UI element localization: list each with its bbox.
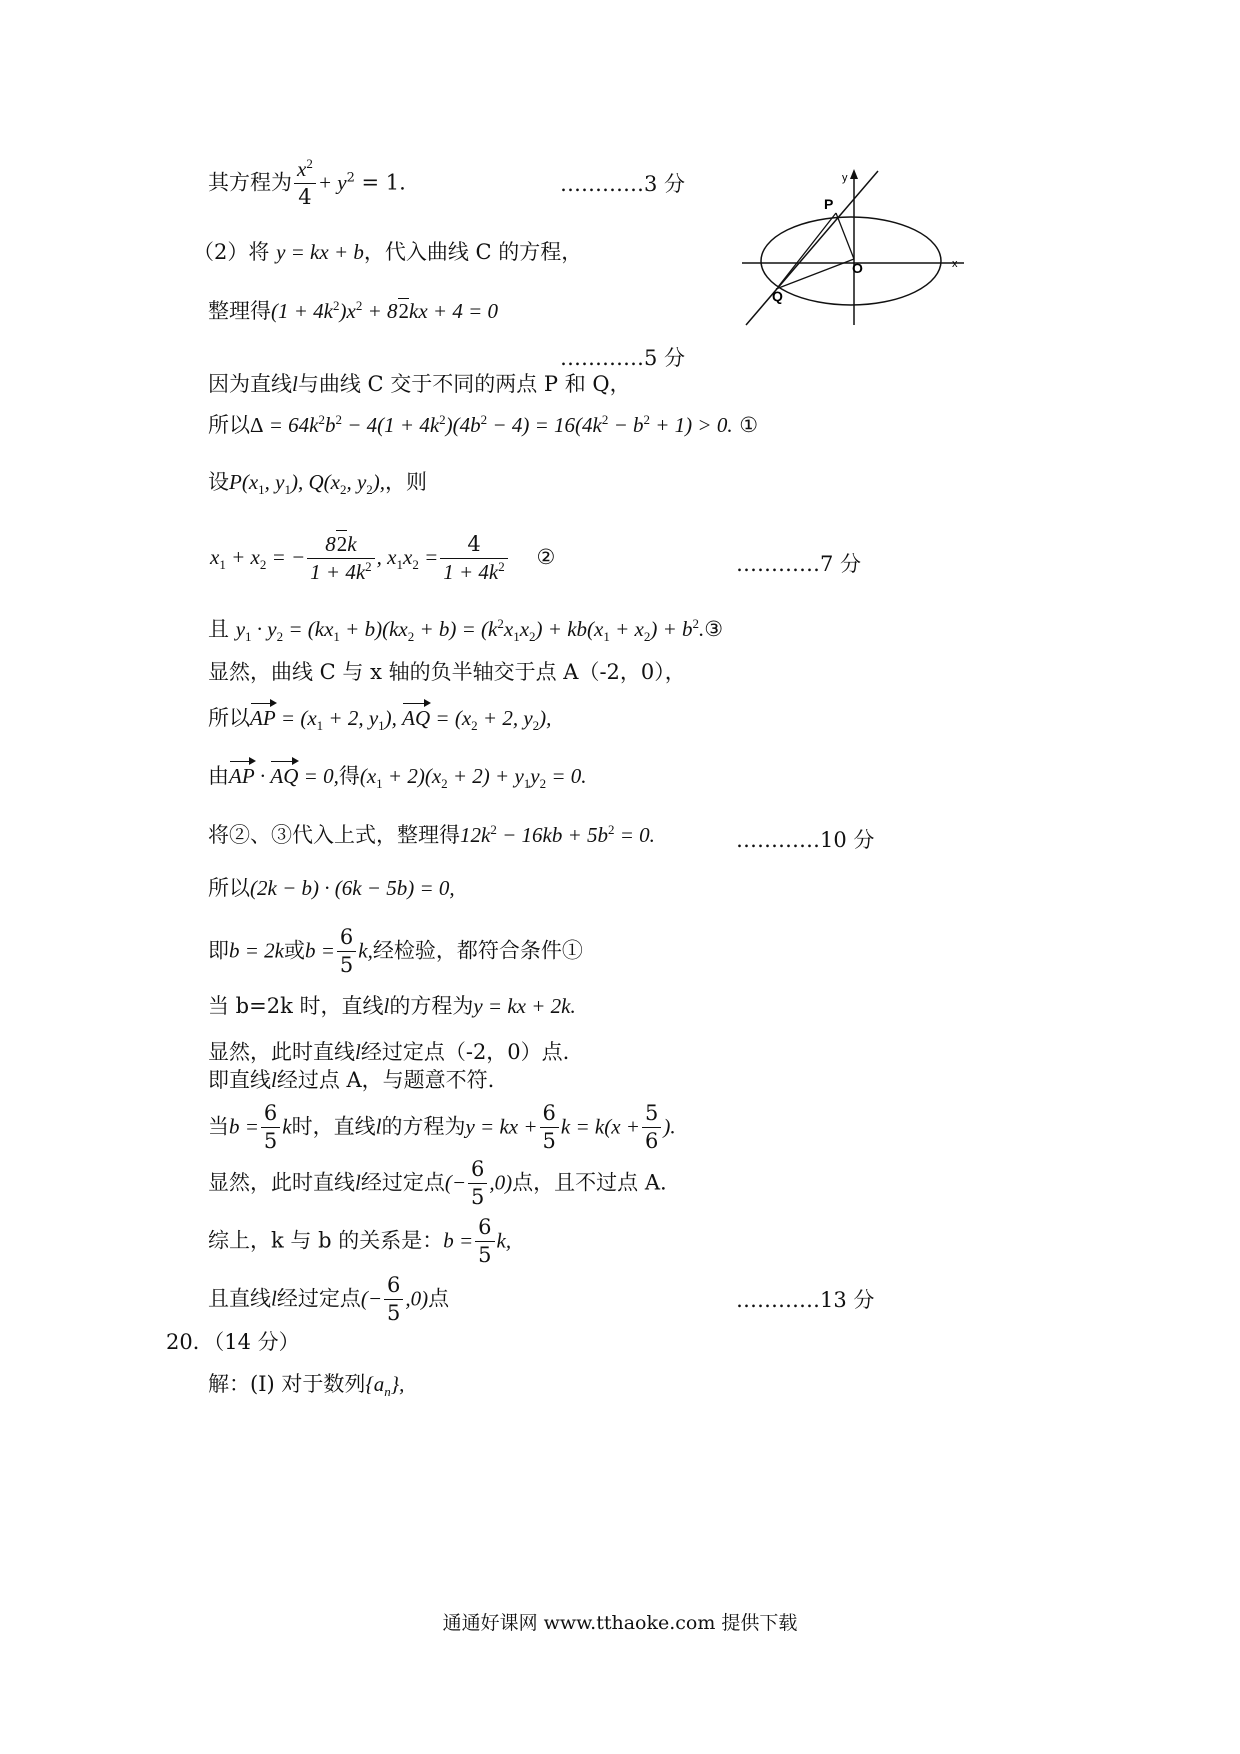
fig-x-label: x	[952, 258, 958, 270]
fig-y-label: y	[842, 172, 848, 184]
text-2b: ，代入曲线 C 的方程，	[363, 240, 583, 264]
question-20-solution: 解：(I) 对于数列$\{a_n\}$,	[208, 1372, 405, 1400]
page-footer: 通通好课网 www.tthaoke.com 提供下载	[442, 1612, 798, 1634]
text-6: 设	[208, 470, 229, 494]
fraction: $\frac{4}{1 + 4k^2}$	[440, 531, 508, 587]
text-20a: 且直线	[208, 1286, 271, 1311]
text-13a: 即	[208, 938, 229, 963]
equation-line-13: 所以(2k − b) · (6k − 5b) = 0,	[208, 876, 455, 900]
text-14a: 当 b=2k 时，直线	[208, 994, 384, 1018]
equation-line-5: 所以$\Delta = 64k^2b^2 - 4(1 + 4k^2)(4b^2 - 4) = 16(4k^2 - b^2 + 1) > 0$. ①	[208, 412, 759, 437]
text-16a: 即直线	[208, 1068, 271, 1092]
equation-line-3: 整理得$(1 + 4k^2)x^2 + 82kx + 4 = 0$	[208, 298, 498, 323]
text-12: 所以	[208, 876, 250, 900]
text-18c: 点，且不过点 A.	[512, 1170, 667, 1195]
equation-line-2: （2）将 y = kx + b，代入曲线 C 的方程，	[193, 240, 583, 264]
text-10b: 得	[338, 764, 360, 788]
question-20-heading: 20．（14 分）	[166, 1330, 300, 1354]
fraction: $\frac{6}{5}$	[468, 1156, 487, 1212]
fig-p-label: P	[824, 196, 834, 212]
text-20c: 点	[428, 1286, 450, 1311]
text-13b: 或	[284, 938, 305, 963]
text-13c: 经检验，都符合条件①	[372, 938, 583, 963]
text-4b: 与曲线 C 交于不同的两点 P 和 Q，	[297, 372, 631, 396]
score-7: …………7 分	[736, 552, 862, 576]
equation-line-21: 且直线l经过定点(− $\frac{6}{5}$ ,0)点	[208, 1272, 449, 1328]
text-3: 整理得	[208, 299, 271, 323]
equation-line-16: 显然，此时直线l经过定点（-2，0）点.	[208, 1040, 570, 1064]
equation-line-12: 将②、③代入上式，整理得$12k^2 - 16kb + 5b^2 = 0$.	[208, 822, 655, 847]
equation-line-18: 当b = $\frac{6}{5}$ k时，直线l的方程为y = kx + $\frac{6}{5}$ k = k(x + $\frac{5}{6}$ ).	[208, 1100, 676, 1156]
equation-line-19: 显然，此时直线l经过定点(− $\frac{6}{5}$ ,0)点，且不过点 A.	[208, 1156, 667, 1212]
text-15b: 经过定点（-2，0）点.	[360, 1040, 570, 1064]
text-16b: 经过点 A，与题意不符.	[276, 1068, 495, 1092]
score-13: …………13 分	[736, 1288, 875, 1312]
text-4: 因为直线	[208, 372, 292, 396]
text-17c: 的方程为	[381, 1114, 466, 1139]
fig-o-label: O	[852, 260, 863, 276]
text-17b: 时，直线	[291, 1114, 376, 1139]
text-6b: ，则	[385, 470, 428, 494]
text-7a: 且	[208, 617, 229, 641]
equation-line-15: 当 b=2k 时，直线l的方程为y = kx + 2k.	[208, 994, 576, 1018]
fraction: $\frac{6}{5}$	[540, 1100, 559, 1156]
fraction: $\frac{5}{6}$	[642, 1100, 661, 1156]
text-14b: 的方程为	[389, 994, 474, 1018]
text-1: 其方程为	[208, 170, 292, 195]
score-10: …………10 分	[736, 828, 875, 852]
text-2a: （2）将	[193, 240, 270, 264]
score-5: …………5 分	[560, 346, 686, 370]
equation-line-9: 显然，曲线 C 与 x 轴的负半轴交于点 A（-2，0），	[208, 660, 686, 684]
text-18b: 经过定点	[360, 1170, 445, 1195]
text-20b: 经过定点	[276, 1286, 361, 1311]
equation-line-8: 且 $y_1 \cdot y_2 = (kx_1 + b)(kx_2 + b) = (k^2x_1x_2) + kb(x_1 + x_2)$ + $b^2.③$	[208, 616, 724, 645]
equation-line-7: $x_1 + x_2$ = − $\frac{82k}{1 + 4k^2}$ , $x_1x_2$ = $\frac{4}{1 + 4k^2}$ ②	[210, 530, 555, 587]
text-11: 将②、③代入上式，整理得	[208, 823, 460, 847]
text-15a: 显然，此时直线	[208, 1040, 355, 1064]
text-10: 由	[208, 764, 229, 788]
equation-line-17: 即直线l经过点 A，与题意不符.	[208, 1068, 495, 1092]
text-9: 所以	[208, 706, 250, 730]
fraction: $\frac{6}{5}$	[475, 1214, 494, 1270]
fraction: $\frac{6}{5}$	[337, 924, 356, 980]
equation-line-4: 因为直线l与曲线 C 交于不同的两点 P 和 Q，	[208, 372, 631, 396]
text-18a: 显然，此时直线	[208, 1170, 355, 1195]
equation-line-1: 其方程为 $\frac{x^2}{4}$ + $y^2 = 1$.	[208, 156, 406, 212]
equation-line-10: 所以AP = ($x_1 + 2$, $y_1$), AQ = ($x_2 + 2$, $y_2$),	[208, 706, 552, 734]
text-17a: 当	[208, 1114, 229, 1139]
equation-line-6: 设$P(x_1$, $y_1$), $Q(x_2$, $y_2$),，则	[208, 470, 428, 498]
equation-line-20: 综上，k 与 b 的关系是：b = $\frac{6}{5}$ k,	[208, 1214, 511, 1270]
fraction: $\frac{x^2}{4}$	[294, 156, 316, 212]
score-3: …………3 分	[560, 172, 686, 196]
equation-line-11: 由AP · AQ = 0,得$(x_1 + 2)(x_2 + 2) + y_1y_2 = 0$.	[208, 764, 587, 792]
equation-line-14: 即b = 2k或b = $\frac{6}{5}$ k,经检验，都符合条件①	[208, 924, 583, 980]
fraction: $\frac{82k}{1 + 4k^2}$	[307, 530, 375, 587]
text-5: 所以	[208, 413, 250, 437]
text-19a: 综上，k 与 b 的关系是：	[208, 1228, 444, 1253]
fraction: $\frac{6}{5}$	[261, 1100, 280, 1156]
fig-q-label: Q	[772, 288, 783, 304]
fraction: $\frac{6}{5}$	[384, 1272, 403, 1328]
text-22: 解：(I) 对于数列	[208, 1372, 366, 1396]
ellipse-figure	[738, 165, 970, 333]
